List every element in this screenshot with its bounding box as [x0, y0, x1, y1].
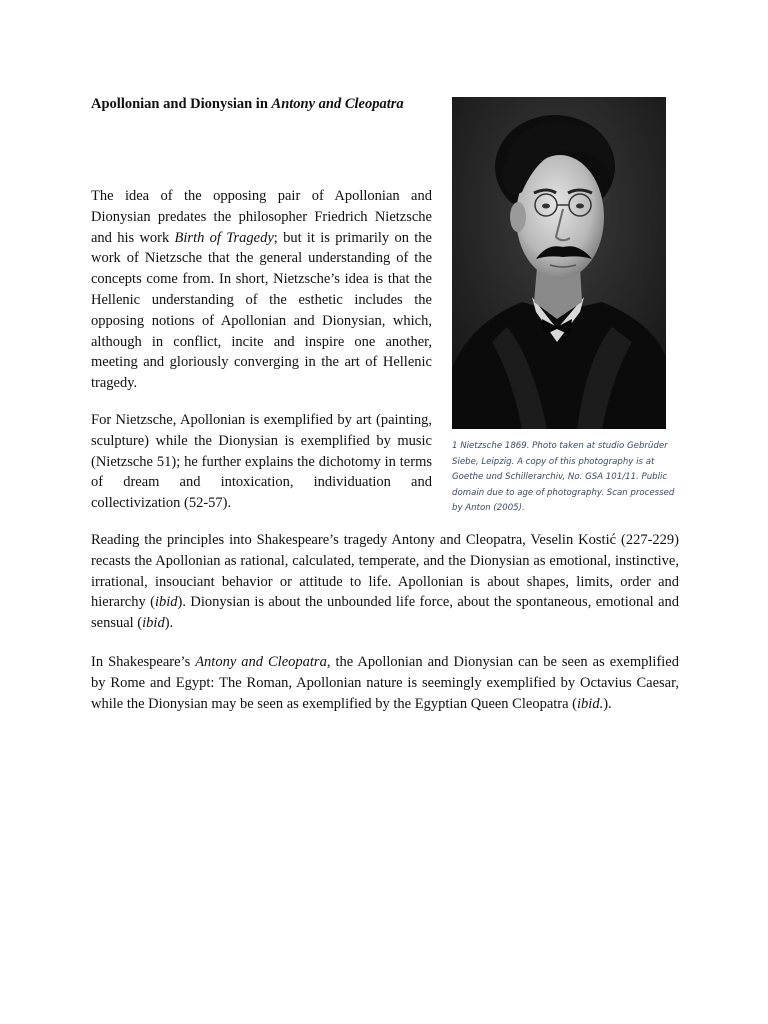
paragraph-intro-work-title: Birth of Tragedy [174, 229, 274, 246]
paragraph-kostic-ibid-2: ibid [142, 615, 165, 632]
document-title [91, 94, 441, 114]
figure-caption: 1 Nietzsche 1869. Photo taken at studio Gebrüder Siebe, Leipzig. A copy of this photography is at Goethe und Schillerarchiv, No. GSA 101/11. Public domain due to age of photography. Scan processed by Anton (2005). [452, 441, 675, 513]
paragraph-rome-egypt-text-a: In Shakespeare’s [91, 654, 196, 670]
paragraph-nietzsche: For Nietzsche, Apollonian is exemplified by art (painting, sculpture) while the Dionysian is exemplified by music (Nietzsche 51); he further explains the dichotomy in terms of dream and intoxication, individuation and collectivization (52-57). [91, 412, 432, 512]
title-italic: Antony and Cleopatra [271, 96, 404, 112]
paragraph-intro-text-a: The idea of the opposing pair of Apollonian and Dionysian predates the philosopher Friedrich Nietzsche and his work [91, 188, 432, 246]
paragraph-rome-egypt-ibid: ibid. [577, 695, 604, 712]
paragraph-intro-text-c: ; but it is primarily on the work of Nietzsche that the general understanding of the concepts come from. In short, Nietzsche’s idea is that the Hellenic understanding of the esthetic includes the opposing notions of Apollonian and Dionysian, which, although in conflict, incite and inspire one another, meeting and gloriously converging in the art of Hellenic tragedy. [91, 229, 432, 392]
title-prefix: Apollonian and Dionysian in [91, 96, 272, 112]
portrait-illustration [452, 97, 666, 429]
paragraph-rome-egypt-text-c: the Apollonian and Dionysian can be seen as exemplified by Rome and Egypt: The Roman, Apollonian nature is seemingly exemplified by Octavius Caesar, while the Dionysian may be seen as exemplified by the Egyptian Queen Cleopatra ( [91, 654, 679, 712]
paragraph-kostic [91, 530, 679, 634]
paragraph-kostic-ibid-1: ibid [154, 594, 178, 611]
paragraph-kostic-text-c: ). Dionysian is about the unbounded life force, about the spontaneous, emotional and sensual ( [91, 594, 679, 632]
paragraph-kostic-text-e: ). [164, 615, 174, 632]
paragraph-rome-egypt-text-e: ). [603, 695, 612, 712]
paragraph-kostic-text-a: Reading the principles into Shakespeare’s tragedy Antony and Cleopatra, Veselin Kostić (227-229) recasts the Apollonian as rational, calculated, temperate, and the Dionysian as emotional, instinctive, irrational, insouciant behavior or attitude to life. Apollonian is about shapes, limits, order and hierarchy ( [91, 532, 679, 611]
paragraph-rome-egypt [91, 652, 679, 714]
nietzsche-portrait-image [452, 97, 666, 429]
paragraph-intro [91, 186, 432, 394]
paragraph-rome-egypt-play-title: Antony and Cleopatra, [195, 654, 331, 670]
